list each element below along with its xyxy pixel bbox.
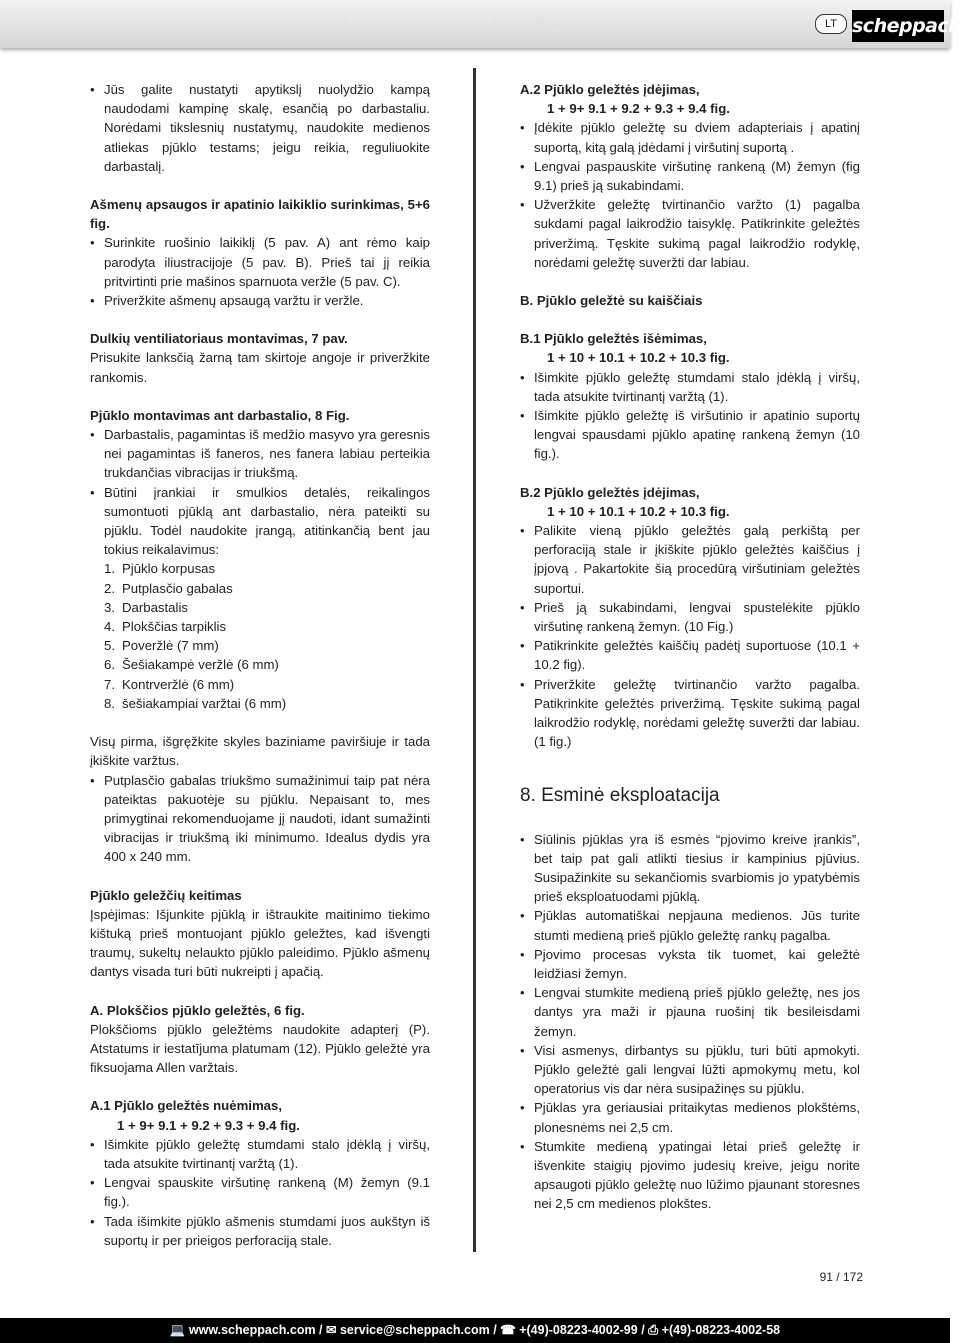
- paragraph: Prisukite lanksčią žarną tam skirtoje angoje ir priveržkite rankomis.: [90, 350, 430, 385]
- column-divider: [473, 68, 476, 1252]
- footer-phone: +(49)-08223-4002-99: [519, 1323, 638, 1337]
- a1-list: [90, 1135, 430, 1250]
- list-item: • Įdėkite pjūklo geležtę su dviem adapteriais į apatinį suportą, kitą galą įdėdami į viršutinį suportą .: [520, 118, 860, 156]
- heading-flat-blades: A. Plokščios pjūklo geležtės, 6 fig.: [90, 1002, 305, 1018]
- footer-bar: [0, 1318, 950, 1343]
- list-item: • Stumkite medieną ypatingai lėtai prieš geležtę ir išvenkite staigių pjovimo judesių kreive, jeigu norite apsaugoti pjūklo geležtę nuo lūžimo pjaunant storesnes nei 2,5 cm medienos plokštes.: [520, 1137, 860, 1214]
- operation-list: [520, 830, 860, 1214]
- list-item: • Lengvai paspauskite viršutinę rankeną (M) žemyn (fig 9.1) prieš ją sukabindami.: [520, 157, 860, 195]
- list-item: • Jūs galite nustatyti apytikslį nuolydžio kampą naudodami kampinę skalę, esančią po darbastaliu. Norėdami tikslesnių nustatymų, naudokite medienos atliekas pjūklo testams; jeigu reikia, reguliuokite darbastalį.: [90, 80, 430, 176]
- list-item: • Patikrinkite geležtės kaiščių padėtį suportuose (10.1 + 10.2 fig).: [520, 636, 860, 674]
- warning-paragraph: Įspėjimas: Išjunkite pjūklą ir ištraukite maitinimo tiekimo kištuką prieš montuojant pjūklo geležtes, kad išvengti traumų, sukeltų nelaukto pjūklo paleidimo. Pjūklo ašmenų dantys visada turi būti nukreipti į apačią.: [90, 906, 430, 980]
- telephone-icon: ☎: [500, 1323, 516, 1337]
- a2-list: [520, 118, 860, 272]
- envelope-icon: ✉: [326, 1323, 337, 1337]
- list-item: • Lengvai spauskite viršutinę rankeną (M) žemyn (9.1 fig.).: [90, 1173, 430, 1211]
- heading-b2-figures: 1 + 10 + 10.1 + 10.2 + 10.3 fig.: [547, 503, 730, 519]
- top-bar: [0, 0, 961, 48]
- list-item: • Palikite vieną pjūklo geležtės galą perkištą per perforaciją stale ir įkiškite pjūklo geležtės kaiščius į įpjovą . Pakartokite šią procedūrą viršutiniam geležtės suportui.: [520, 521, 860, 598]
- brand-logo: scheppach: [852, 10, 944, 42]
- list-item: • Visi asmenys, dirbantys su pjūklu, turi būti apmokyti. Pjūklo geležtė gali lengvai lūžti apmokymų metu, kol operatorius vis dar nėra susipažinęs su pjūklu.: [520, 1041, 860, 1099]
- heading-mounting: Pjūklo montavimas ant darbastalio, 8 Fig.: [90, 407, 350, 423]
- footer-website[interactable]: www.scheppach.com: [188, 1323, 316, 1337]
- parts-item: 3. Darbastalis: [104, 598, 430, 617]
- heading-b1: B.1 Pjūklo geležtės išėmimas,: [520, 331, 707, 347]
- list-item: • Išimkite pjūklo geležtę iš viršutinio ir apatinio suportų lengvai spausdami pjūklo apatinę rankeną žemyn (10 fig.).: [520, 406, 860, 464]
- footer-separator: /: [637, 1323, 649, 1337]
- heading-blade-guard: Ašmenų apsaugos ir apatinio laikiklio surinkimas, 5+6 fig.: [90, 197, 430, 232]
- heading-a1-figures: 1 + 9+ 9.1 + 9.2 + 9.3 + 9.4 fig.: [117, 1117, 300, 1133]
- list-item: • Išimkite pjūklo geležtę stumdami stalo įdėklą į viršų, tada atsukite tvirtinantį varžtą (1).: [90, 1135, 430, 1173]
- parts-list: [90, 559, 430, 713]
- list-item: • Siūlinis pjūklas yra iš esmės “pjovimo kreive įrankis”, bet taip pat gali atlikti tiesius ir kampinius pjūvius. Susipažinkite su sekančiomis svarbiomis jo ypatybėmis prieš eksploatuodami pjūklą.: [520, 830, 860, 907]
- heading-pinned-blades: B. Pjūklo geležtė su kaiščiais: [520, 293, 703, 309]
- list-item: • Pjūklas yra geriausiai pritaikytas medienos plokštėms, plonesnėms nei 2,5 cm.: [520, 1098, 860, 1136]
- intro-list: [90, 80, 430, 176]
- footer-separator: /: [489, 1323, 501, 1337]
- language-badge: LT: [815, 14, 847, 34]
- list-item: • Tada išimkite pjūklo ašmenis stumdami juos aukštyn iš suportų ir per prieigos perforaciją stale.: [90, 1212, 430, 1250]
- section-title: 8. Esminė eksploatacija: [520, 784, 720, 806]
- heading-blade-change: Pjūklo geležčių keitimas: [90, 887, 242, 903]
- parts-item: 6. Šešiakampė veržlė (6 mm): [104, 655, 430, 674]
- b2-list: [520, 521, 860, 751]
- footer-fax: +(49)-08223-4002-58: [661, 1323, 781, 1337]
- list-item: • Prieš ją sukabindami, lengvai spustelėkite pjūklo viršutinę rankeną žemyn. (10 Fig.): [520, 598, 860, 636]
- foam-list: [90, 771, 430, 867]
- list-item: • Priveržkite geležtę tvirtinančio varžto pagalba. Patikrinkite geležtės priveržimą. Tęskite sukimą pagal laikrodžio rodyklę, norėdami geležtę suveržti dar labiau. (1 fig.): [520, 675, 860, 752]
- heading-a2-figures: 1 + 9+ 9.1 + 9.2 + 9.3 + 9.4 fig.: [547, 101, 730, 117]
- parts-item: 5. Poveržlė (7 mm): [104, 636, 430, 655]
- list-item: • Pjovimo procesas vyksta tik tuomet, kai geležtė leidžiasi žemyn.: [520, 945, 860, 983]
- list-item: • Būtini įrankiai ir smulkios detalės, reikalingos sumontuoti pjūklą ant darbastalio, nėra pateikti su pjūklu. Todėl naudokite įrangą, atitinkančią bent jau tokius reikalavimus:: [90, 483, 430, 560]
- footer-separator: /: [315, 1323, 326, 1337]
- list-item: • Surinkite ruošinio laikiklį (5 pav. A) ant rėmo kaip parodyta iliustracijoje (5 pav. B). Prieš tai jį reikia pritvirtinti prie mašinos sparnuota veržle (5 pav. C).: [90, 233, 430, 291]
- page-number: 91 / 172: [819, 1270, 863, 1284]
- left-column: [90, 80, 430, 1250]
- list-item: • Užveržkite geležtę tvirtinančio varžto (1) pagalba sukdami pagal laikrodžio taisyklę. Patikrinkite geležtės priveržimą. Tęskite sukimą pagal laikrodžio rodyklę, norėdami geležtę suveržti dar labiau.: [520, 195, 860, 272]
- parts-item: 7. Kontrveržlė (6 mm): [104, 675, 430, 694]
- list-item: • Putplasčio gabalas triukšmo sumažinimui taip pat nėra pateiktas pakuotėje su pjūklu. Nepaisant to, mes primygtinai rekomenduojame jį naudoti, idant sumažinti vibracijas ir triukšmą iki minimumo. Idealus dydis yra 400 x 240 mm.: [90, 771, 430, 867]
- guard-list: [90, 233, 430, 310]
- list-item: • Darbastalis, pagamintas iš medžio masyvo yra geresnis nei pagamintas iš faneros, nes fanera labiau perteikia trukdančias vibracijas ir triukšmą.: [90, 425, 430, 483]
- list-item: • Priveržkite ašmenų apsaugą varžtu ir veržle.: [90, 291, 430, 310]
- fax-icon: ⎙: [648, 1323, 659, 1337]
- parts-item: 8. šešiakampiai varžtai (6 mm): [104, 694, 430, 713]
- list-item: • Lengvai stumkite medieną prieš pjūklo geležtę, nes jos dantys yra maži ir pjauna ruošinį tik besileisdami žemyn.: [520, 983, 860, 1041]
- footer-email[interactable]: service@scheppach.com: [339, 1323, 490, 1337]
- heading-a1: A.1 Pjūklo geležtės nuėmimas,: [90, 1098, 283, 1114]
- list-item: • Išimkite pjūklo geležtę stumdami stalo įdėklą į viršų, tada atsukite tvirtinantį varžtą (1).: [520, 368, 860, 406]
- right-column: [520, 80, 860, 1214]
- b1-list: [520, 368, 860, 464]
- parts-item: 1. Pjūklo korpusas: [104, 559, 430, 578]
- heading-a2: A.2 Pjūklo geležtės įdėjimas,: [520, 82, 700, 97]
- parts-item: 4. Plokščias tarpiklis: [104, 617, 430, 636]
- paragraph: Plokščioms pjūklo geležtėms naudokite adapterį (P). Atstatums ir iestatījuma platumam (12). Pjūklo geležtė yra fiksuojama Allen varžtais.: [90, 1021, 430, 1076]
- heading-b2: B.2 Pjūklo geležtės įdėjimas,: [520, 484, 700, 500]
- list-item: • Pjūklas automatiškai nepjauna medienos. Jūs turite stumti medieną prieš pjūklo geležtę rankų pagalba.: [520, 906, 860, 944]
- heading-dust-fan: Dulkių ventiliatoriaus montavimas, 7 pav.: [90, 331, 348, 347]
- mount-list: [90, 425, 430, 559]
- watermark: All manuals and user guides at all-guides.com: [328, 17, 622, 33]
- paragraph: Visų pirma, išgręžkite skyles baziniame paviršiuje ir tada įkiškite varžtus.: [90, 734, 430, 769]
- parts-item: 2. Putplasčio gabalas: [104, 579, 430, 598]
- computer-icon: 💻: [169, 1323, 186, 1337]
- heading-b1-figures: 1 + 10 + 10.1 + 10.2 + 10.3 fig.: [547, 350, 730, 366]
